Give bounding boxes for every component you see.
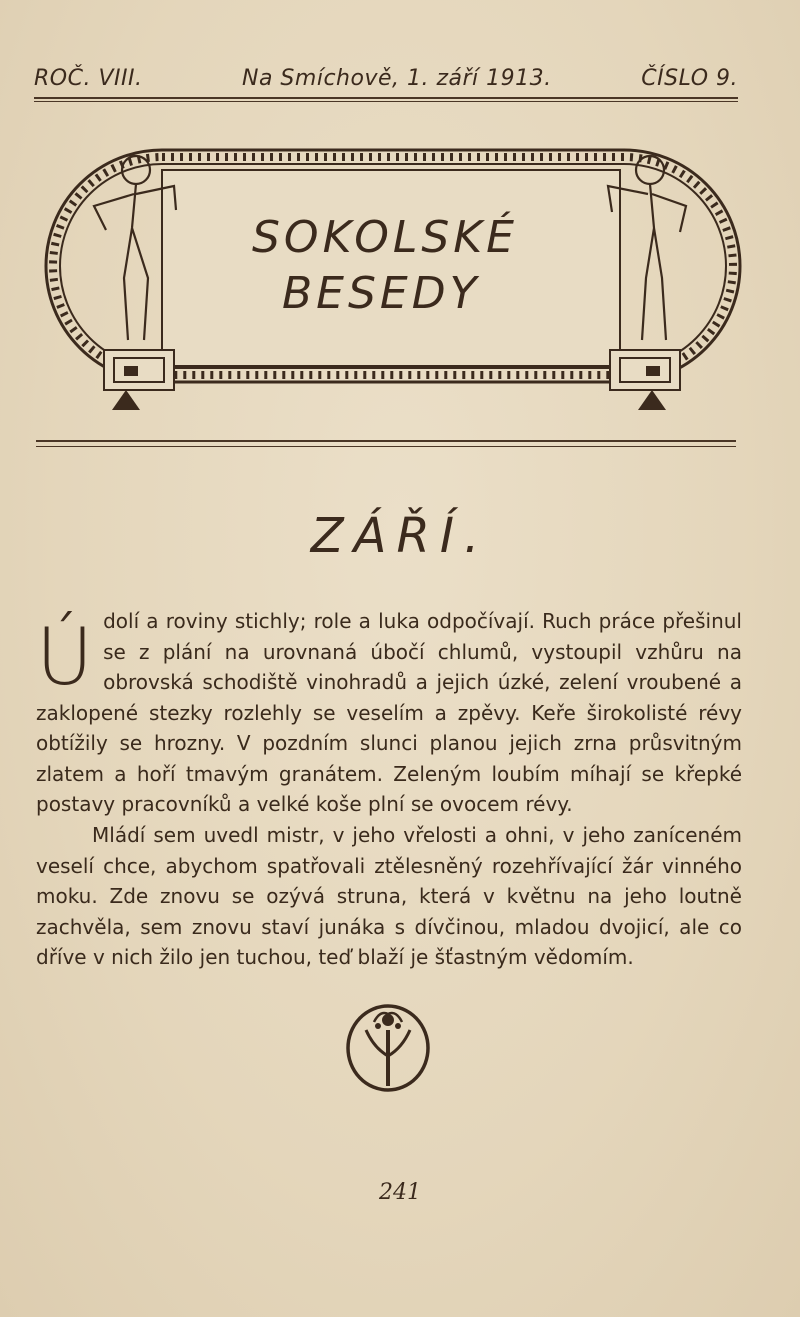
article-paragraph-1: [36, 606, 742, 820]
banner-title-line1: SOKOLSKÉ: [252, 212, 518, 263]
drop-cap: Ú: [36, 613, 94, 703]
banner-rule-bottom: [36, 446, 736, 447]
section-title: ZÁŘÍ.: [310, 508, 490, 564]
banner-rule-top: [36, 440, 736, 442]
paragraph-2-text: Mládí sem uvedl mistr, v jeho vřelosti a ohni, v jeho zaníceném veselí chce, abychom spatřovali ztělesněný rozehřívající žár vinného moku. Zde znovu se ozývá struna, která v květnu na jeho loutně zachvěla, sem znovu staví junáka s dívčinou, mladou dvojicí, ale co dříve v nich žilo jen tuchou, teď blaží je šťastným vědomím.: [36, 823, 742, 969]
issue-number: ČÍSLO 9.: [641, 66, 738, 91]
masthead: [34, 66, 738, 96]
volume-label: ROČ. VIII.: [34, 66, 143, 91]
page-number: 241: [379, 1180, 421, 1205]
header-rule-bottom: [34, 101, 738, 102]
place-date: Na Smíchově, 1. září 1913.: [242, 66, 552, 91]
sokol-emblem-icon: [344, 1000, 432, 1094]
paragraph-1-text: dolí a roviny stichly; role a luka odpočívají. Ruch práce přešinul se z plání na urovnaná úbočí chlumů, vystoupil vzhůru na obrovská schodiště vinohradů a jejich úzké, zelení vroubené a zaklopené stezky rozlehly se veselím a zpěvy. Keře širokolisté révy obtížily se hrozny. V pozdním slunci planou jejich zrna průsvitným zlatem a hoří tmavým granátem. Zeleným loubím míhají se křepké postavy pracovníků a velké koše plní se ovocem révy.: [36, 609, 742, 816]
header-rule-top: [34, 97, 738, 99]
banner-title-line2: BESEDY: [282, 268, 481, 319]
article-paragraph-2: [36, 820, 742, 973]
